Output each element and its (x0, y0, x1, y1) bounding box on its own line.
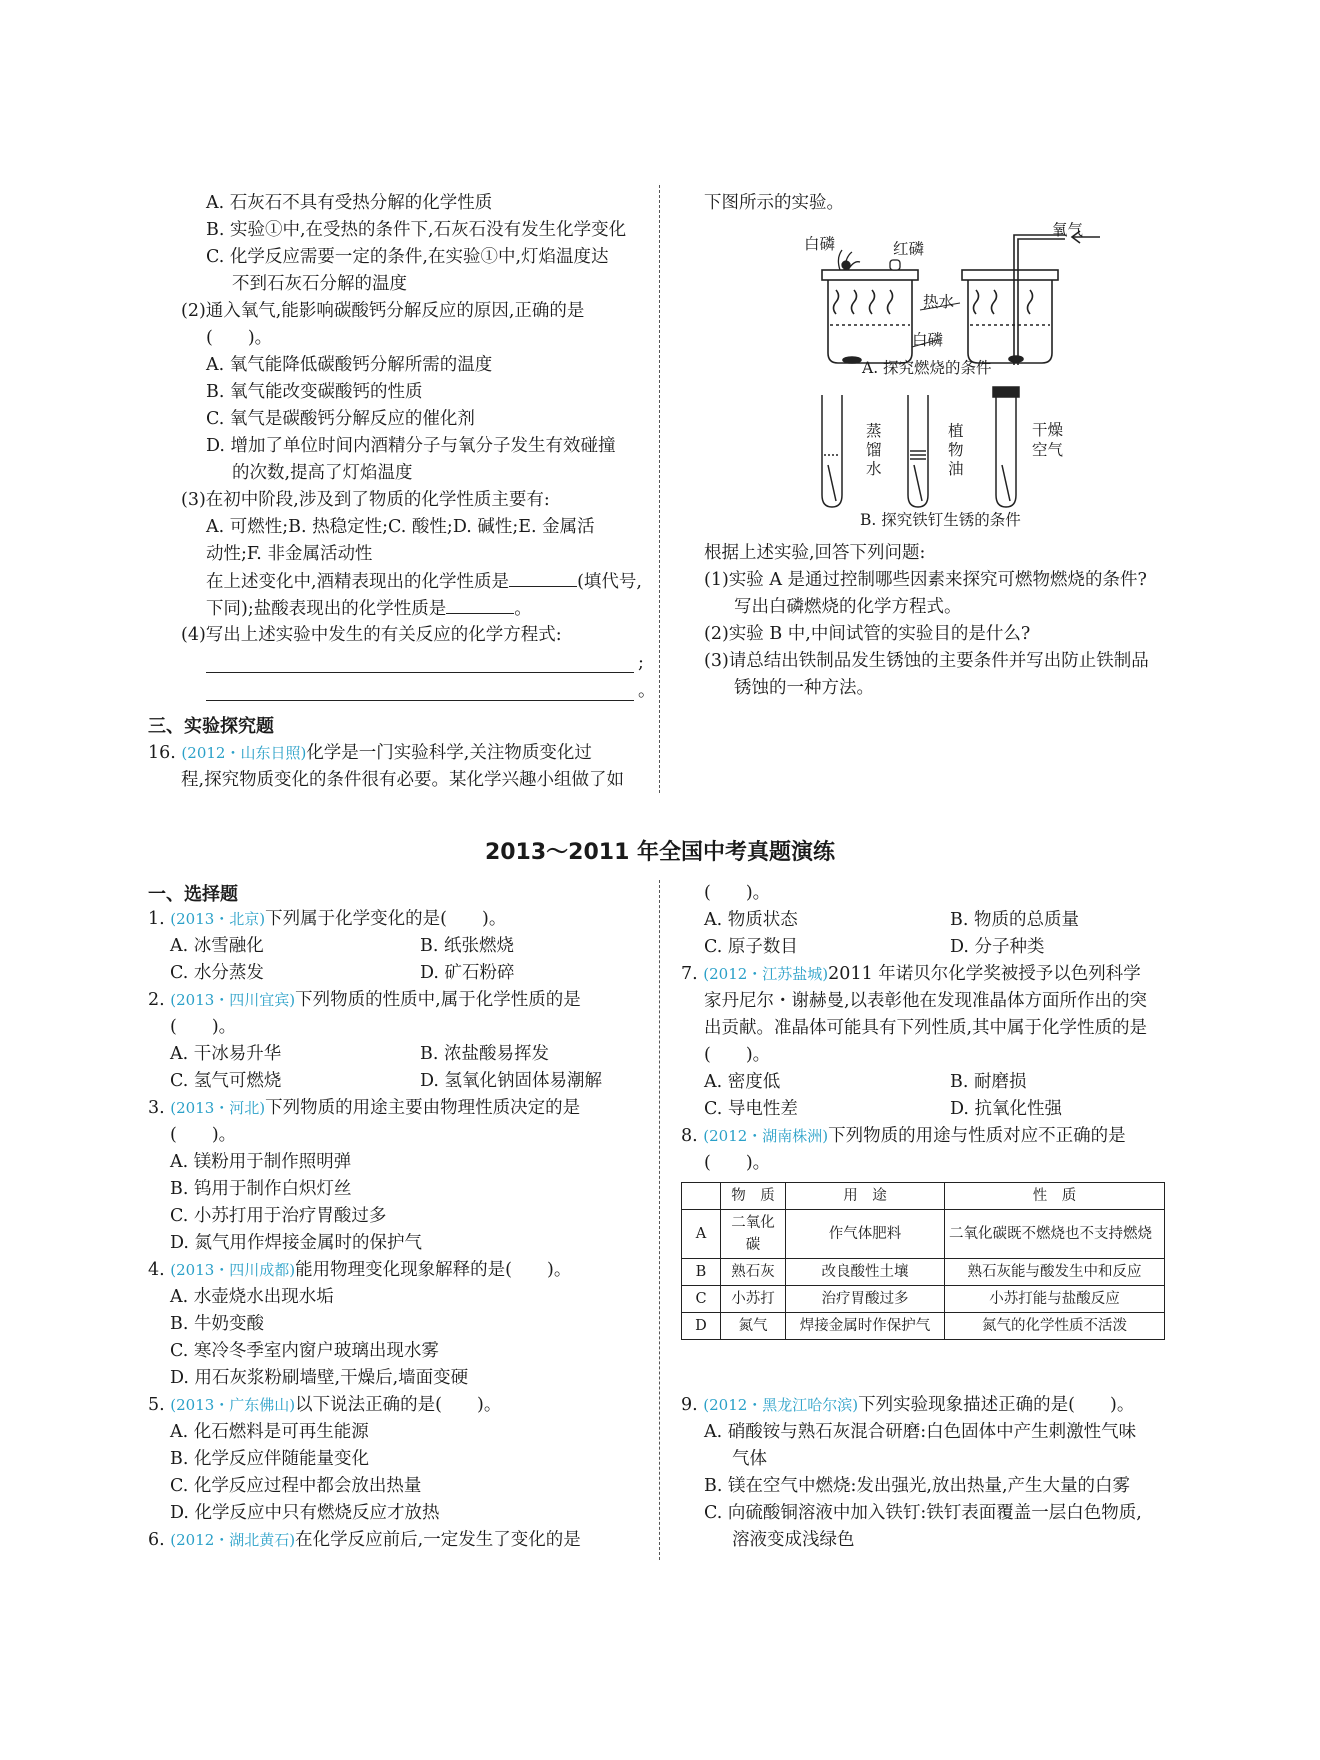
option-a: A. 冰雪融化 (170, 936, 264, 956)
option-a: A. 物质状态 (704, 910, 798, 930)
option-a: A. 氧气能降低碳酸钙分解所需的温度 (206, 355, 493, 375)
question-number: 7. (681, 964, 698, 984)
table-cell: 焊接金属时作保护气 (786, 1313, 945, 1340)
option-b: B. 耐磨损 (950, 1072, 1027, 1092)
source-tag: (2013・河北) (170, 1099, 266, 1117)
question-text: 下列物质的用途与性质对应不正确的是 (828, 1126, 1126, 1146)
question-3: (3)在初中阶段,涉及到了物质的化学性质主要有: (181, 490, 550, 510)
table-cell: 小苏打 (721, 1286, 786, 1313)
intro-text: 下图所示的实验。 (704, 193, 844, 213)
label-hot-water: 热水 (923, 293, 955, 311)
option-c: C. 化学反应需要一定的条件,在实验①中,灯焰温度达 (206, 247, 609, 267)
answer-paren: ( )。 (704, 1153, 771, 1173)
fill-text: 下同);盐酸表现出的化学性质是 (206, 599, 447, 619)
question-7-cont: 出贡献。准晶体可能具有下列性质,其中属于化学性质的是 (704, 1018, 1148, 1038)
table-cell: 二氧化碳既不燃烧也不支持燃烧 (945, 1210, 1165, 1259)
column-divider (659, 880, 660, 1560)
question-text: 化学是一门实验科学,关注物质变化过 (306, 743, 592, 763)
property-options: A. 可燃性;B. 热稳定性;C. 酸性;D. 碱性;E. 金属活 (206, 517, 595, 537)
question-16 (148, 740, 592, 766)
fill-line-2 (206, 595, 532, 622)
caption-figure-a: A. 探究燃烧的条件 (862, 359, 992, 377)
table-header: 性 质 (945, 1183, 1165, 1210)
table-cell: 氮气的化学性质不活泼 (945, 1313, 1165, 1340)
table-row (682, 1313, 1165, 1340)
label-oxygen: 氧气 (1052, 221, 1084, 239)
question-number: 5. (148, 1395, 165, 1415)
option-d: D. 氮气用作焊接金属时的保护气 (170, 1233, 423, 1253)
option-b: B. 镁在空气中燃烧:发出强光,放出热量,产生大量的白雾 (704, 1476, 1131, 1496)
option-c-cont: 溶液变成浅绿色 (732, 1530, 855, 1550)
table-cell: B (682, 1259, 721, 1286)
option-c: C. 导电性差 (704, 1099, 798, 1119)
question-text: 能用物理变化现象解释的是( )。 (295, 1260, 572, 1280)
beaker-left (822, 270, 918, 363)
sub-question-3: (3)请总结出铁制品发生锈蚀的主要条件并写出防止铁制品 (704, 651, 1149, 671)
answer-paren: ( )。 (206, 328, 273, 348)
table-cell: 二氧化碳 (721, 1210, 786, 1259)
option-c: C. 氢气可燃烧 (170, 1071, 282, 1091)
instruction: 根据上述实验,回答下列问题: (704, 543, 926, 563)
question-8 (681, 1123, 1126, 1149)
label-white-phosphorus: 白磷 (804, 235, 836, 253)
line-end: 。 (638, 681, 656, 701)
source-tag: (2013・四川宜宾) (170, 991, 296, 1009)
question-7-cont: 家丹尼尔・谢赫曼,以表彰他在发现准晶体方面所作出的突 (704, 991, 1148, 1011)
caption-figure-b: B. 探究铁钉生锈的条件 (860, 511, 1021, 529)
table-cell: C (682, 1286, 721, 1313)
source-tag: (2013・四川成都) (170, 1261, 296, 1279)
table-cell: 治疗胃酸过多 (786, 1286, 945, 1313)
section-title: 2013～2011 年全国中考真题演练 (484, 840, 836, 865)
question-text: 下列物质的性质中,属于化学性质的是 (295, 990, 581, 1010)
phosphorus-samples (838, 250, 900, 270)
option-d: D. 化学反应中只有燃烧反应才放热 (170, 1503, 440, 1523)
section-heading: 一、选择题 (148, 884, 238, 905)
option-c: C. 氧气是碳酸钙分解反应的催化剂 (206, 409, 475, 429)
option-c: C. 水分蒸发 (170, 963, 264, 983)
source-tag: (2012・山东日照) (181, 744, 307, 762)
answer-paren: ( )。 (704, 1045, 771, 1065)
label-vegetable-oil: 植物油 (948, 422, 964, 478)
question-2: (2)通入氧气,能影响碳酸钙分解反应的原因,正确的是 (181, 301, 585, 321)
option-b: B. 化学反应伴随能量变化 (170, 1449, 369, 1469)
answer-line[interactable] (206, 672, 634, 673)
question-number: 8. (681, 1126, 698, 1146)
source-tag: (2013・广东佛山) (170, 1396, 296, 1414)
option-b: B. 氧气能改变碳酸钙的性质 (206, 382, 423, 402)
fill-text: (填代号, (577, 572, 642, 592)
option-d: D. 分子种类 (950, 937, 1045, 957)
table-row (682, 1210, 1165, 1259)
source-tag: (2012・湖北黄石) (170, 1531, 296, 1549)
question-text: 2011 年诺贝尔化学奖被授予以色列科学 (828, 964, 1141, 984)
question-16-cont: 程,探究物质变化的条件很有必要。某化学兴趣小组做了如 (181, 770, 625, 790)
option-d: D. 氢氧化钠固体易潮解 (420, 1071, 603, 1091)
fill-text: 在上述变化中,酒精表现出的化学性质是 (206, 572, 510, 592)
table-cell: 小苏打能与盐酸反应 (945, 1286, 1165, 1313)
option-c: C. 化学反应过程中都会放出热量 (170, 1476, 422, 1496)
option-d-cont: 的次数,提高了灯焰温度 (232, 463, 413, 483)
source-tag: (2012・黑龙江哈尔滨) (703, 1396, 859, 1414)
answer-blank[interactable] (509, 568, 577, 587)
beaker-right (962, 231, 1100, 365)
sub-question-2: (2)实验 B 中,中间试管的实验目的是什么? (704, 624, 1031, 644)
question-number: 6. (148, 1530, 165, 1550)
question-3 (148, 1095, 580, 1121)
option-b: B. 纸张燃烧 (420, 936, 514, 956)
option-b: B. 实验①中,在受热的条件下,石灰石没有发生化学变化 (206, 220, 627, 240)
question-number: 2. (148, 990, 165, 1010)
test-tubes (822, 387, 1019, 507)
answer-blank[interactable] (446, 595, 514, 614)
option-a: A. 镁粉用于制作照明弹 (170, 1152, 352, 1172)
answer-paren: ( )。 (170, 1017, 237, 1037)
option-c: C. 寒冷冬季室内窗户玻璃出现水雾 (170, 1341, 439, 1361)
option-a: A. 水壶烧水出现水垢 (170, 1287, 334, 1307)
question-number: 1. (148, 909, 165, 929)
option-d: D. 抗氧化性强 (950, 1099, 1063, 1119)
option-b: B. 钨用于制作白炽灯丝 (170, 1179, 352, 1199)
question-text: 下列属于化学变化的是( )。 (265, 909, 507, 929)
table-cell: 作气体肥料 (786, 1210, 945, 1259)
table-cell: 氮气 (721, 1313, 786, 1340)
label-dry-air: 干燥空气 (1032, 421, 1064, 459)
question-4 (148, 1257, 571, 1283)
question-number: 4. (148, 1260, 165, 1280)
answer-paren: ( )。 (170, 1125, 237, 1145)
sub-question-1-cont: 写出白磷燃烧的化学方程式。 (734, 597, 962, 617)
table-row (682, 1259, 1165, 1286)
option-a-cont: 气体 (732, 1449, 767, 1469)
question-9 (681, 1392, 1134, 1418)
question-text: 下列物质的用途主要由物理性质决定的是 (265, 1098, 581, 1118)
sub-question-1: (1)实验 A 是通过控制哪些因素来探究可燃物燃烧的条件? (704, 570, 1147, 590)
table-cell: 熟石灰能与酸发生中和反应 (945, 1259, 1165, 1286)
answer-paren: ( )。 (704, 883, 771, 903)
table-cell: A (682, 1210, 721, 1259)
option-b: B. 牛奶变酸 (170, 1314, 264, 1334)
option-c: C. 原子数目 (704, 937, 798, 957)
property-table (681, 1182, 1165, 1340)
option-a: A. 石灰石不具有受热分解的化学性质 (206, 193, 493, 213)
line-end: ; (638, 653, 644, 673)
table-cell: D (682, 1313, 721, 1340)
question-text: 以下说法正确的是( )。 (295, 1395, 502, 1415)
option-c: C. 小苏打用于治疗胃酸过多 (170, 1206, 387, 1226)
question-2 (148, 987, 581, 1013)
option-a: A. 干冰易升华 (170, 1044, 282, 1064)
question-1 (148, 906, 506, 932)
label-red-phosphorus: 红磷 (893, 240, 925, 258)
option-d: D. 增加了单位时间内酒精分子与氧分子发生有效碰撞 (206, 436, 616, 456)
table-cell: 熟石灰 (721, 1259, 786, 1286)
option-b: B. 浓盐酸易挥发 (420, 1044, 549, 1064)
question-5 (148, 1392, 501, 1418)
question-number: 9. (681, 1395, 698, 1415)
option-a: A. 化石燃料是可再生能源 (170, 1422, 369, 1442)
table-row (682, 1286, 1165, 1313)
option-a: A. 密度低 (704, 1072, 781, 1092)
question-text: 下列实验现象描述正确的是( )。 (858, 1395, 1135, 1415)
property-options-cont: 动性;F. 非金属活动性 (206, 544, 373, 564)
answer-line[interactable] (206, 700, 634, 701)
column-divider (659, 185, 660, 793)
label-white-phosphorus-bottom: 白磷 (912, 331, 944, 349)
table-header (682, 1183, 721, 1210)
sub-question-3-cont: 锈蚀的一种方法。 (734, 678, 874, 698)
section-heading: 三、实验探究题 (148, 716, 274, 737)
question-text: 在化学反应前后,一定发生了变化的是 (295, 1530, 581, 1550)
table-cell: 改良酸性土壤 (786, 1259, 945, 1286)
option-c-cont: 不到石灰石分解的温度 (232, 274, 407, 294)
option-d: D. 用石灰浆粉刷墙壁,干燥后,墙面变硬 (170, 1368, 469, 1388)
question-7 (681, 961, 1141, 987)
option-d: D. 矿石粉碎 (420, 963, 515, 983)
fill-text: 。 (514, 599, 532, 619)
question-4: (4)写出上述实验中发生的有关反应的化学方程式: (181, 625, 562, 645)
table-header: 物 质 (721, 1183, 786, 1210)
table-header: 用 途 (786, 1183, 945, 1210)
table-header-row (682, 1183, 1165, 1210)
question-number: 3. (148, 1098, 165, 1118)
source-tag: (2012・湖南株洲) (703, 1127, 829, 1145)
source-tag: (2013・北京) (170, 910, 266, 928)
option-c: C. 向硫酸铜溶液中加入铁钉:铁钉表面覆盖一层白色物质, (704, 1503, 1142, 1523)
question-number: 16. (148, 743, 176, 763)
question-6 (148, 1527, 581, 1553)
fill-line-1 (206, 568, 642, 595)
option-b: B. 物质的总质量 (950, 910, 1079, 930)
label-distilled-water: 蒸馏水 (866, 422, 882, 478)
source-tag: (2012・江苏盐城) (703, 965, 829, 983)
option-a: A. 硝酸铵与熟石灰混合研磨:白色固体中产生刺激性气味 (704, 1422, 1137, 1442)
